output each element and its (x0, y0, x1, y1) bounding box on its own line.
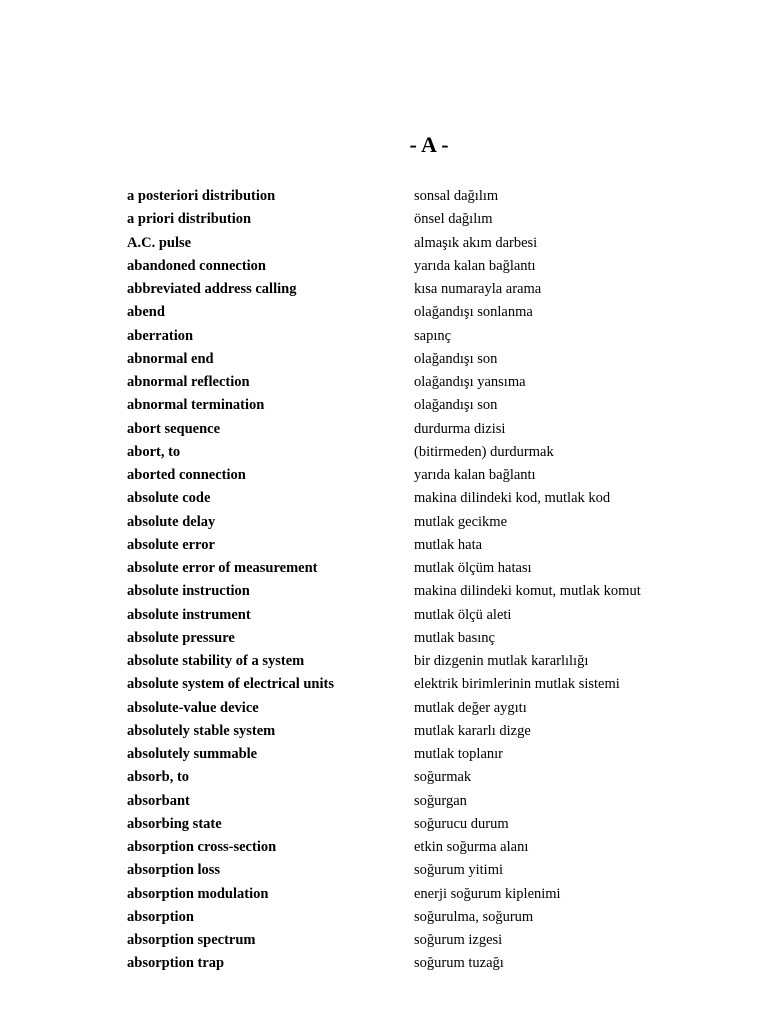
entry-translation: bir dizgenin mutlak kararlılığı (414, 653, 589, 669)
entry-row (127, 883, 747, 906)
entry-row (127, 766, 747, 789)
entry-row (127, 580, 747, 603)
entry-translation: elektrik birimlerinin mutlak sistemi (414, 676, 620, 693)
entry-term: absolute stability of a system (127, 653, 305, 669)
entry-term: absolute instrument (127, 606, 251, 623)
entry-row (127, 790, 747, 813)
entry-translation: olağandışı yansıma (414, 374, 526, 390)
entry-row (127, 371, 747, 394)
entry-list (127, 185, 747, 976)
entry-translation: mutlak toplanır (414, 746, 503, 762)
entry-row (127, 511, 747, 534)
entry-term: abnormal reflection (127, 374, 250, 390)
entry-term: absorption cross-section (127, 839, 277, 855)
entry-translation: mutlak ölçüm hatası (414, 560, 532, 576)
entry-term: a posteriori distribution (127, 188, 276, 204)
entry-row (127, 813, 747, 836)
entry-term: absorb, to (127, 769, 190, 786)
entry-translation: mutlak değer aygıtı (414, 699, 527, 716)
entry-row (127, 185, 747, 208)
entry-translation: almaşık akım darbesi (414, 234, 538, 251)
entry-term: absolutely summable (127, 746, 258, 762)
entry-term: abandoned connection (127, 257, 266, 274)
entry-term: abnormal end (127, 350, 214, 367)
entry-row (127, 464, 747, 487)
entry-row (127, 906, 747, 929)
entry-row (127, 952, 747, 975)
entry-translation: makina dilindeki komut, mutlak komut (414, 583, 641, 600)
entry-translation: mutlak basınç (414, 629, 495, 646)
entry-translation: soğurgan (414, 792, 467, 809)
entry-row (127, 278, 747, 301)
entry-term: aborted connection (127, 467, 246, 483)
entry-row (127, 557, 747, 580)
entry-translation: kısa numarayla arama (414, 281, 542, 297)
entry-row (127, 836, 747, 859)
entry-term: absorption trap (127, 955, 225, 972)
entry-row (127, 650, 747, 673)
entry-term: absolute error of measurement (127, 560, 318, 576)
entry-row (127, 208, 747, 231)
entry-term: absolute error (127, 536, 215, 553)
entry-term: a priori distribution (127, 211, 252, 228)
entry-term: abort sequence (127, 420, 221, 437)
entry-term: absorption (127, 908, 194, 925)
entry-translation: mutlak hata (414, 536, 483, 553)
entry-term: absolute instruction (127, 583, 250, 600)
entry-translation: soğurum izgesi (414, 932, 503, 948)
entry-term: absorption loss (127, 862, 221, 879)
entry-term: A.C. pulse (127, 234, 192, 251)
entry-translation: soğurucu durum (414, 815, 509, 832)
entry-translation: mutlak kararlı dizge (414, 722, 531, 739)
entry-translation: sonsal dağılım (414, 188, 499, 204)
entry-row (127, 301, 747, 324)
entry-translation: soğurum tuzağı (414, 955, 504, 972)
entry-translation: olağandışı son (414, 350, 498, 367)
entry-row (127, 394, 747, 417)
entry-translation: etkin soğurma alanı (414, 839, 529, 855)
entry-row (127, 859, 747, 882)
entry-row (127, 697, 747, 720)
entry-row (127, 232, 747, 255)
entry-row (127, 325, 747, 348)
section-heading: - A - (409, 132, 449, 157)
entry-translation: durdurma dizisi (414, 420, 506, 437)
entry-row (127, 487, 747, 510)
entry-row (127, 929, 747, 952)
entry-term: abnormal termination (127, 397, 265, 414)
entry-row (127, 720, 747, 743)
entry-term: absorbing state (127, 815, 222, 832)
entry-term: absolute code (127, 490, 211, 507)
entry-term: absolutely stable system (127, 722, 276, 739)
entry-term: absorption modulation (127, 885, 269, 902)
entry-translation: enerji soğurum kiplenimi (414, 885, 561, 902)
entry-term: abort, to (127, 443, 181, 460)
entry-row (127, 627, 747, 650)
entry-term: absorption spectrum (127, 932, 256, 948)
entry-translation: soğurmak (414, 769, 472, 786)
entry-translation: mutlak gecikme (414, 513, 508, 530)
entry-term: abend (127, 304, 165, 321)
entry-translation: soğurulma, soğurum (414, 908, 534, 925)
entry-row (127, 534, 747, 557)
entry-term: absolute system of electrical units (127, 676, 334, 693)
entry-term: aberration (127, 327, 194, 344)
entry-row (127, 673, 747, 696)
entry-translation: olağandışı son (414, 397, 498, 414)
entry-translation: önsel dağılım (414, 211, 493, 228)
entry-translation: yarıda kalan bağlantı (414, 467, 536, 483)
entry-term: absolute delay (127, 513, 216, 530)
entry-row (127, 255, 747, 278)
entry-translation: (bitirmeden) durdurmak (414, 443, 554, 460)
entry-row (127, 743, 747, 766)
entry-translation: yarıda kalan bağlantı (414, 257, 536, 274)
entry-term: absolute pressure (127, 629, 235, 646)
entry-translation: sapınç (414, 327, 452, 344)
entry-translation: soğurum yitimi (414, 862, 504, 879)
entry-translation: mutlak ölçü aleti (414, 606, 512, 623)
entry-row (127, 418, 747, 441)
entry-term: abbreviated address calling (127, 281, 297, 297)
entry-term: absolute-value device (127, 699, 259, 716)
entry-term: absorbant (127, 792, 190, 809)
entry-row (127, 604, 747, 627)
entry-row (127, 348, 747, 371)
entry-translation: olağandışı sonlanma (414, 304, 533, 321)
entry-translation: makina dilindeki kod, mutlak kod (414, 490, 611, 507)
entry-row (127, 441, 747, 464)
